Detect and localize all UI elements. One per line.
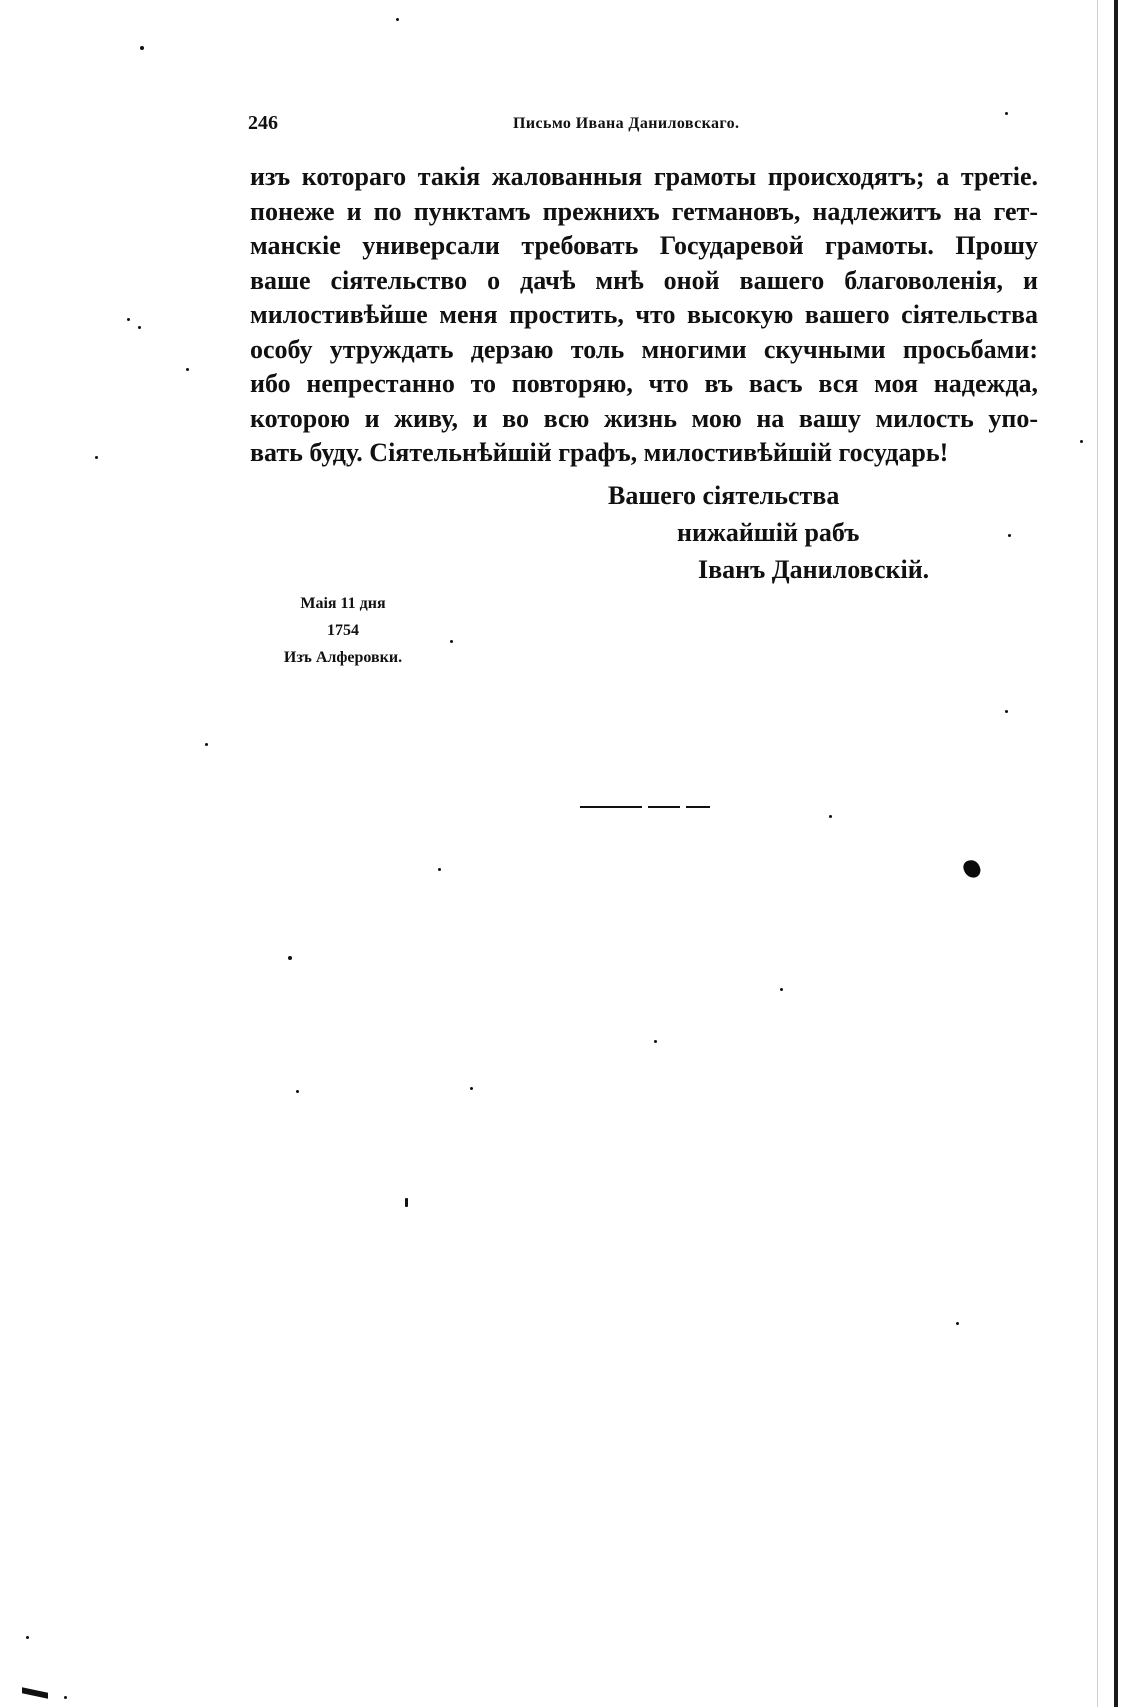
speck bbox=[1005, 112, 1008, 115]
dateline-place: Изъ Алферовки. bbox=[283, 649, 403, 666]
body-line: изъ котораго такія жалованныя грамоты происходятъ; а третіе. bbox=[250, 162, 1038, 191]
speck bbox=[140, 46, 144, 50]
speck bbox=[829, 815, 832, 818]
speck bbox=[450, 640, 453, 643]
speck bbox=[288, 956, 292, 960]
speck bbox=[296, 1090, 299, 1093]
speck bbox=[1008, 534, 1011, 537]
speck bbox=[127, 318, 130, 321]
page-header bbox=[248, 112, 780, 142]
speck bbox=[1080, 440, 1083, 443]
speck bbox=[654, 1040, 657, 1043]
corner-mark bbox=[22, 1687, 48, 1699]
running-title: Письмо Ивана Даниловскаго. bbox=[513, 115, 740, 132]
speck bbox=[95, 456, 98, 459]
page-edge bbox=[1114, 0, 1118, 1707]
speck bbox=[26, 1636, 29, 1639]
body-line: ваше сіятельство о дачѣ мнѣ оной вашего благоволенія, и bbox=[250, 265, 1038, 295]
body-line: манскіе универсали требовать Государевой грамоты. Прошу bbox=[250, 231, 1038, 260]
speck bbox=[470, 1087, 473, 1090]
speck bbox=[780, 988, 783, 991]
speck bbox=[405, 1198, 408, 1207]
speck bbox=[64, 1696, 67, 1699]
body-line: понеже и по пунктамъ прежнихъ гетмановъ, надлежитъ на гет- bbox=[250, 196, 1038, 226]
dateline-date: Маія 11 дня bbox=[300, 595, 386, 612]
speck bbox=[396, 18, 399, 21]
dateline-year: 1754 bbox=[327, 622, 359, 639]
body-line: которою и живу, и во всю жизнь мою на вашу милость упо- bbox=[250, 403, 1038, 433]
page-edge-shadow bbox=[1097, 0, 1098, 1707]
speck bbox=[438, 868, 441, 871]
body-line: вать буду. Сіятельнѣйшій графъ, милостивѣйшій государь! bbox=[250, 438, 949, 467]
speck bbox=[1005, 710, 1008, 713]
body-line: милостивѣйше меня простить, что высокую вашего сіятельства bbox=[250, 300, 1038, 329]
speck bbox=[956, 1322, 959, 1325]
speck bbox=[205, 743, 208, 746]
letter-body bbox=[250, 160, 1038, 471]
speck bbox=[138, 326, 141, 329]
ink-blot bbox=[962, 858, 983, 880]
signature: Іванъ Даниловскій. bbox=[698, 555, 930, 584]
body-line: особу утруждать дерзаю толь многими скучными просьбами: bbox=[250, 334, 1038, 364]
closing-salutation: Вашего сіятельства bbox=[608, 481, 840, 510]
page-number: 246 bbox=[248, 112, 278, 134]
dateline bbox=[258, 590, 428, 671]
end-rule bbox=[580, 806, 710, 808]
closing-humble-servant: нижайшій рабъ bbox=[677, 518, 860, 547]
speck bbox=[186, 368, 189, 371]
body-line: ибо непрестанно то повторяю, что въ васъ вся моя надежда, bbox=[250, 369, 1038, 398]
